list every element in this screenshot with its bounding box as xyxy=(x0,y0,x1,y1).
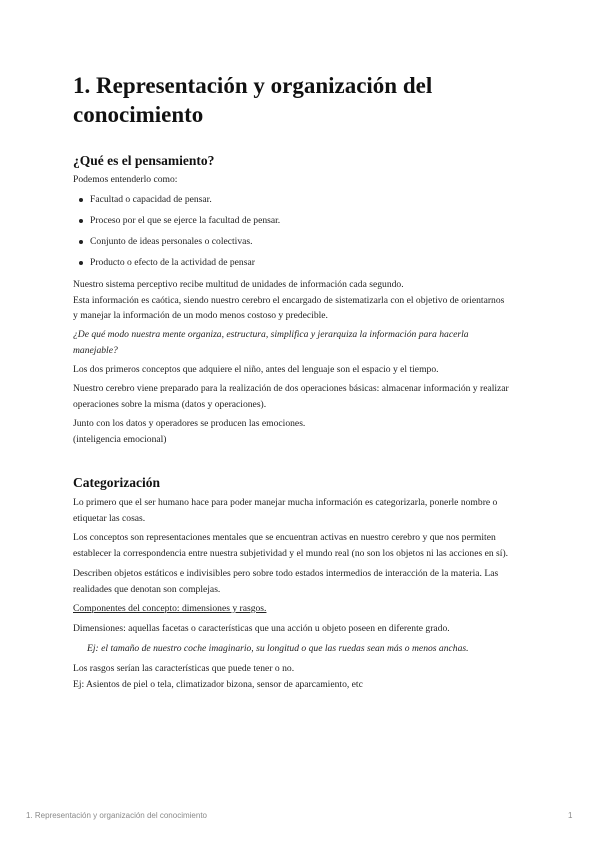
page-number: 1 xyxy=(568,811,573,820)
paragraph-perception xyxy=(73,277,533,324)
paragraph-question xyxy=(73,327,533,358)
text-line: Lo primero que el ser humano hace para poder manejar mucha información es categorizarla, ponerle nombre o xyxy=(73,497,498,508)
paragraph-objects xyxy=(73,566,533,597)
list-item: Conjunto de ideas personales o colectivas. xyxy=(73,235,280,256)
text-line: (inteligencia emocional) xyxy=(73,433,167,445)
title-line-2: conocimiento xyxy=(73,102,204,127)
paragraph-dimensions: Dimensiones: aquellas facetas o características que una acción u objeto poseen en diferente grado. xyxy=(73,623,450,634)
paragraph-emotions xyxy=(73,416,533,447)
footer-title: 1. Representación y organización del conocimiento xyxy=(26,811,207,820)
section-heading-pensamiento: ¿Qué es el pensamiento? xyxy=(73,153,215,168)
components-subheading: Componentes del concepto: dimensiones y rasgos. xyxy=(73,603,267,614)
text-line: Describen objetos estáticos e indivisibles pero sobre todo estados intermedios de interacción de la materia. Las xyxy=(73,568,499,579)
text-line: operaciones sobre la misma (datos y operaciones). xyxy=(73,398,267,410)
text-line: etiquetar las cosas. xyxy=(73,512,146,524)
text-line: manejable? xyxy=(73,344,118,356)
paragraph-brain-operations xyxy=(73,381,533,412)
text-line: Los conceptos son representaciones mentales que se encuentran activas en nuestro cerebro y que nos permiten xyxy=(73,532,496,543)
paragraph-categorize xyxy=(73,495,533,526)
text-line: Junto con los datos y operadores se producen las emociones. xyxy=(73,418,306,429)
text-line: Los rasgos serían las características que puede tener o no. xyxy=(73,663,295,674)
text-line: establecer la correspondencia entre nuestra subjetividad y el mundo real (no son los objetos ni las acciones en sí). xyxy=(73,547,509,559)
paragraph-traits xyxy=(73,661,533,692)
text-line: y manejar la información de un modo menos costoso y predecible. xyxy=(73,310,328,321)
text-line: Nuestro sistema perceptivo recibe multitud de unidades de información cada segundo. xyxy=(73,279,404,290)
page-title xyxy=(73,71,533,129)
list-item: Proceso por el que se ejerce la facultad de pensar. xyxy=(73,214,280,235)
paragraph-first-concepts: Los dos primeros conceptos que adquiere el niño, antes del lenguaje son el espacio y el tiempo. xyxy=(73,364,439,375)
paragraph-intro: Podemos entenderlo como: xyxy=(73,174,178,185)
list-item: Facultad o capacidad de pensar. xyxy=(73,193,280,214)
text-line: Ej: Asientos de piel o tela, climatizador bizona, sensor de aparcamiento, etc xyxy=(73,678,363,690)
bullet-list xyxy=(73,193,280,277)
paragraph-concepts xyxy=(73,530,533,561)
text-line: ¿De qué modo nuestra mente organiza, estructura, simplifica y jerarquiza la información para hacerla xyxy=(73,329,469,340)
title-line-1: 1. Representación y organización del xyxy=(73,73,433,98)
text-line: Esta información es caótica, siendo nuestro cerebro el encargado de sistematizarla con el objetivo de orientarnos xyxy=(73,294,505,306)
text-line: Nuestro cerebro viene preparado para la realización de dos operaciones básicas: almacenar información y realizar xyxy=(73,383,509,394)
section-heading-categorizacion: Categorización xyxy=(73,475,160,490)
paragraph-example: Ej: el tamaño de nuestro coche imaginario, su longitud o que las ruedas sean más o menos anchas. xyxy=(87,643,469,654)
text-line: realidades que denotan son complejas. xyxy=(73,583,221,595)
list-item: Producto o efecto de la actividad de pensar xyxy=(73,256,280,277)
